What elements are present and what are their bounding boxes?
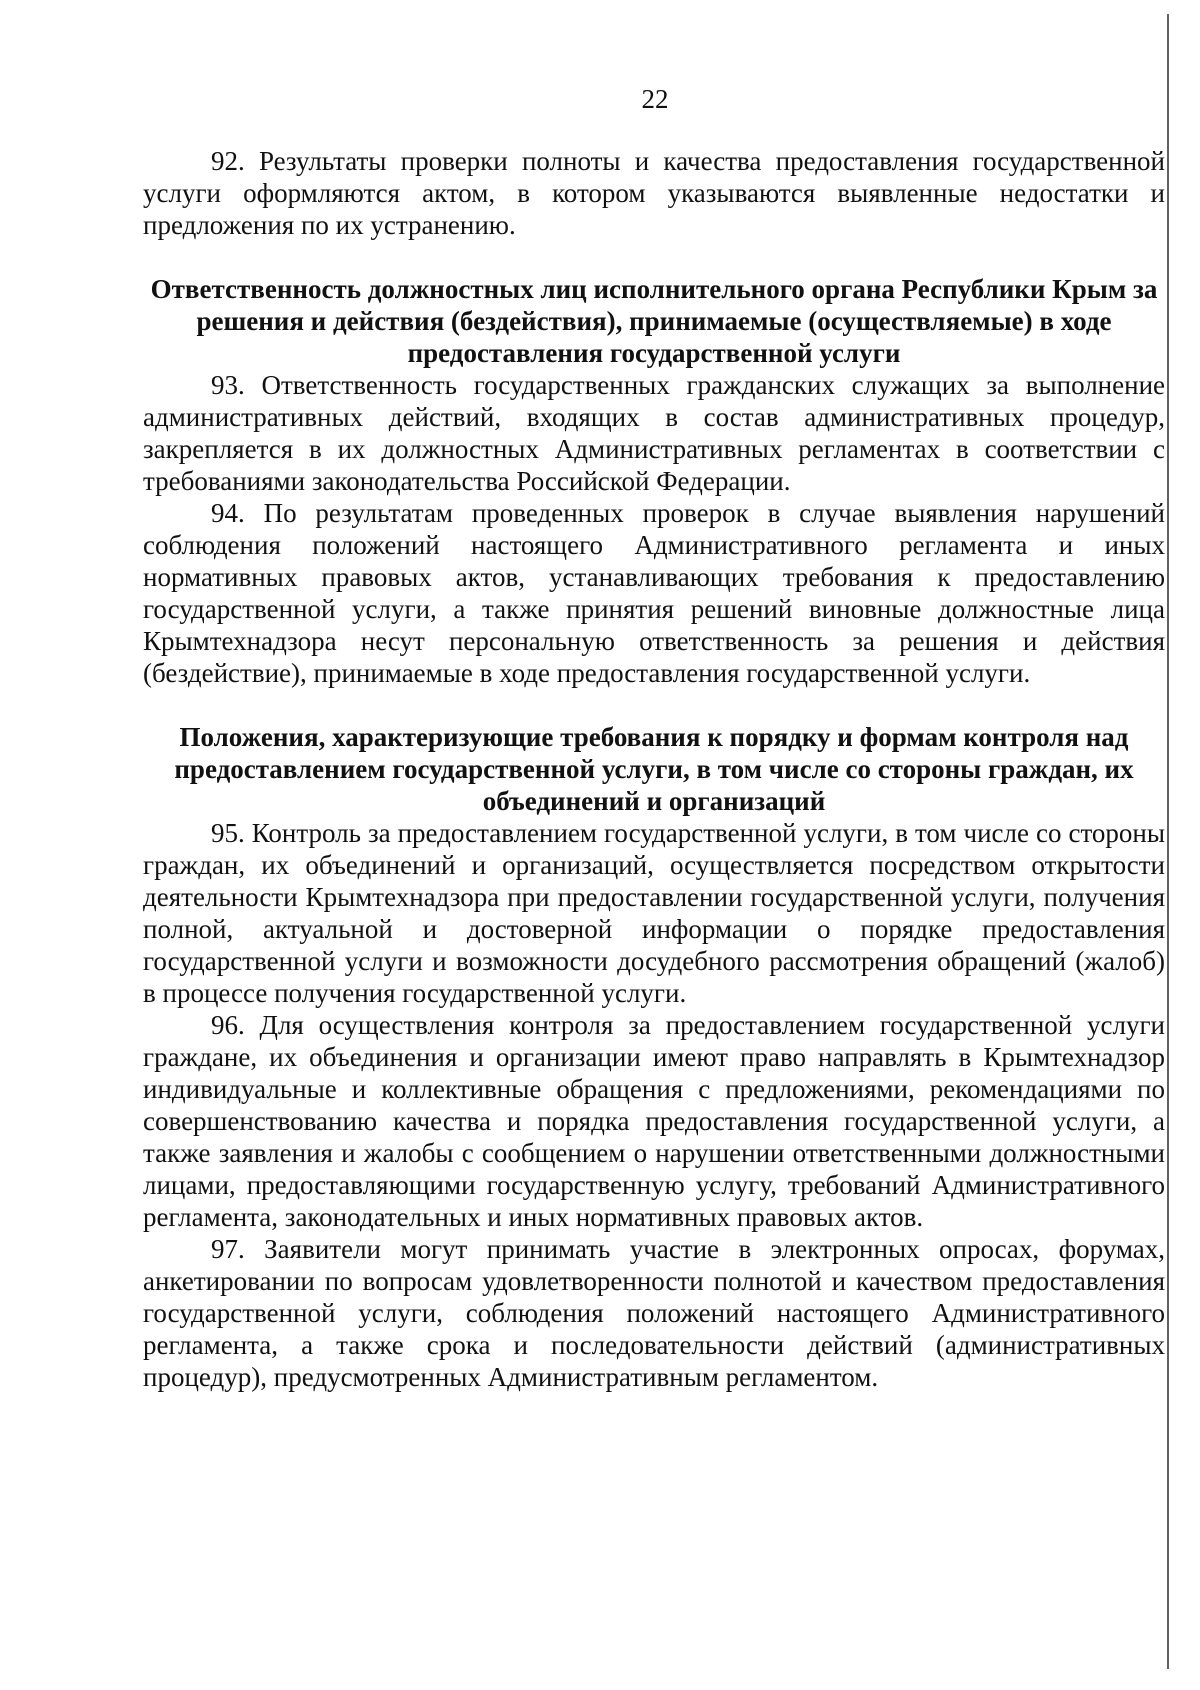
paragraph-97: 97. Заявители могут принимать участие в электронных опросах, форумах, анкетировании по вопросам удовлетворенности полнотой и качеством предоставления государственной услуги, соблюдения положений настоящего Административного регламента, а также срока и последовательности действий (административных процедур), предусмотренных Административным регламентом. [143, 1234, 1165, 1392]
paragraph-92: 92. Результаты проверки полноты и качества предоставления государственной услуги оформляются актом, в котором указываются выявленные недостатки и предложения по их устранению. [143, 146, 1165, 240]
paragraph-94: 94. По результатам проведенных проверок в случае выявления нарушений соблюдения положений настоящего Административного регламента и иных нормативных правовых актов, устанавливающих требования к предоставлению государственной услуги, а также принятия решений виновные должностные лица Крымтехнадзора несут персональную ответственность за решения и действия (бездействие), принимаемые в ходе предоставления государственной услуги. [143, 498, 1165, 688]
spacer [143, 689, 1165, 721]
section-heading-responsibility: Ответственность должностных лиц исполнительного органа Республики Крым за решения и действия (бездействия), принимаемые (осуществляемые) в ходе предоставления государственной услуги [150, 274, 1158, 368]
section-heading-control: Положения, характеризующие требования к порядку и формам контроля над предоставлением государственной услуги, в том числе со стороны граждан, их объединений и организаций [174, 722, 1134, 816]
page-number: 22 [641, 84, 669, 114]
document-body [143, 145, 1165, 1393]
spacer [143, 241, 1165, 273]
paragraph-96: 96. Для осуществления контроля за предоставлением государственной услуги граждане, их объединения и организации имеют право направлять в Крымтехнадзор индивидуальные и коллективные обращения с предложениями, рекомендациями по совершенствованию качества и порядка предоставления государственной услуги, а также заявления и жалобы с сообщением о нарушении ответственными должностными лицами, предоставляющими государственную услугу, требований Административного регламента, законодательных и иных нормативных правовых актов. [143, 1010, 1165, 1232]
paragraph-93: 93. Ответственность государственных гражданских служащих за выполнение административных действий, входящих в состав административных процедур, закрепляется в их должностных Административных регламентах в соответствии с требованиями законодательства Российской Федерации. [143, 370, 1165, 496]
scan-edge-line [1167, 14, 1169, 1669]
paragraph-95: 95. Контроль за предоставлением государственной услуги, в том числе со стороны граждан, их объединений и организаций, осуществляется посредством открытости деятельности Крымтехнадзора при предоставлении государственной услуги, получения полной, актуальной и достоверной информации о порядке предоставления государственной услуги и возможности досудебного рассмотрения обращений (жалоб) в процессе получения государственной услуги. [143, 818, 1165, 1008]
